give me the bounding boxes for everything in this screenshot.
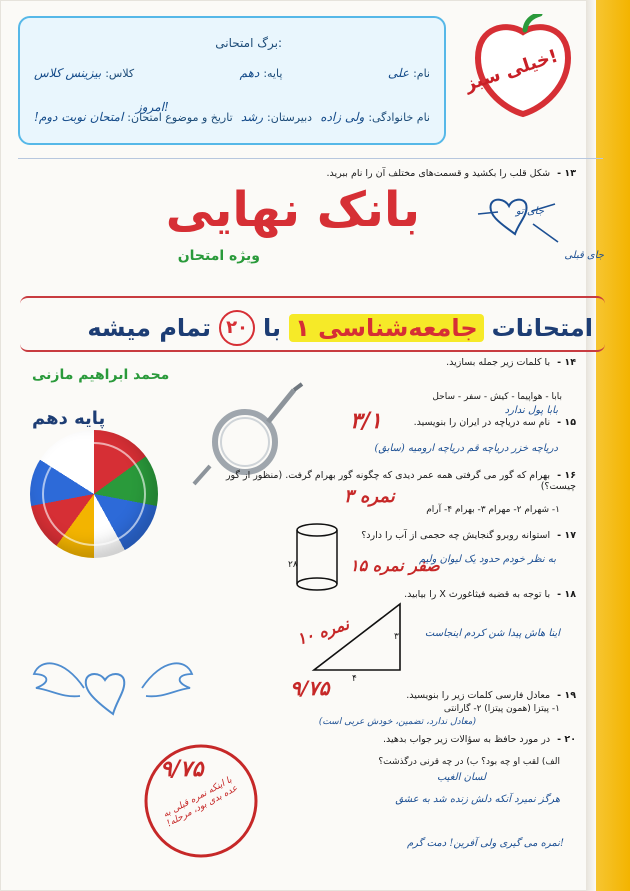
q20-prompt: الف) لقب او چه بود؟ ب) در چه قرنی درگذشت؟ [378,757,560,767]
page-fold [586,0,596,891]
question-20-text: در مورد حافظ به سؤالات زیر جواب بدهید. [383,734,551,745]
question-14-text: با کلمات زیر جمله بسازید. [446,357,551,368]
q17-label: ۲۸ [288,560,298,570]
name-value: علی [387,66,410,80]
exam-card [18,16,446,145]
grade-field [240,66,283,80]
yellow-binding [596,0,630,891]
score-mark-1: ۳/۱ [350,408,382,434]
school-label: دبیرستان: [267,111,313,124]
name-label: نام: [413,67,430,80]
author-name: محمد ابراهیم مازنی [32,367,170,383]
q18-bottom-label: ۴ [352,674,357,684]
exam-card-header: برگ امتحانی: [215,36,282,50]
total-score-top: ۹/۷۵ [290,676,330,700]
question-13-number: ۱۳ - [557,168,576,179]
bottom-note: نمره می گیری ولی آفرین! دمت گرم! [406,838,564,849]
date-label: تاریخ و موضوع امتحان: [127,111,233,124]
question-17 [188,530,576,541]
question-18-text: با توجه به قضیه فیثاغورث X را بیابید. [404,589,551,600]
question-14 [188,357,576,368]
q15-answer: دریاچه خزر دریاچه قم دریاچه ارومیه (سابق) [374,443,558,454]
flag-ball-icon [30,430,158,558]
exam-card-extra: امروز! [136,100,169,114]
family-field [320,110,430,124]
exam-card-row-1 [34,66,430,80]
name-field [388,66,430,80]
question-16-text: بهرام که گور می گرفتی همه عمر دیدی که چگونه گور بهرام گرفت. (منظور از گور چیست؟) [225,470,576,493]
subtitle-word-2: جامعه‌شناسی ۱ [289,314,484,342]
class-field [34,66,134,80]
logo-text: خیلی سبز! [462,45,561,96]
question-17-text: استوانه روبرو گنجایش چه حجمی از آب را دارد؟ [361,530,551,541]
class-label: کلاس: [105,67,135,80]
q20-answer: لسان الغیب [436,772,486,783]
subtitle-text [87,310,593,346]
date-value: امتحان نوبت دوم! [34,110,124,124]
question-13-text: شکل قلب را بکشید و قسمت‌های مختلف آن را نام ببرید. [326,168,551,179]
question-18-number: ۱۸ - [557,589,576,600]
question-17-number: ۱۷ - [557,530,576,541]
page-title-sub: ویژه امتحان [177,248,260,264]
q13-note: جای قبلی [564,250,604,261]
school-value: رشد [240,110,264,124]
subtitle-word-4: ۲۰ [219,310,255,346]
q14-answer: بابا پول ندارد [504,405,558,416]
question-15-number: ۱۵ - [557,417,576,428]
score-mark-2: ۳ نمره [344,486,395,507]
question-19-number: ۱۹ - [557,690,576,701]
question-20-number: ۲۰ - [557,734,576,745]
subtitle-word-5: تمام میشه [87,314,212,342]
q14-words: بابا - هواپیما - کیش - سفر - ساحل [432,392,562,402]
total-score-bottom: ۹/۷۵ [160,756,204,782]
exam-card-row-2 [34,110,430,124]
grade-title: پایه دهم [32,408,106,429]
grade-value: دهم [239,66,260,80]
q19-note: (معادل ندارد، تضمین، خودش عربی است) [318,717,476,727]
question-13 [188,168,576,179]
question-19 [188,690,576,701]
heart-sketch-icon [460,194,570,252]
sheet-top-rule [18,158,603,159]
date-field [34,110,233,124]
question-18 [188,589,576,600]
q16-options: ۱- شهرام ۲- مهرام ۳- بهرام ۴- آرام [426,505,560,515]
class-value: بیزینس کلاس [34,66,102,80]
subtitle-band [20,296,605,352]
q19-items: ۱- پیتزا (همون پیتزا) ۲- گارانتی [443,704,560,714]
family-value: ولی زاده [320,110,365,124]
question-14-number: ۱۴ - [557,357,576,368]
score-mark-3: ۱۵ صفر نمره [350,556,440,575]
q13-answer: جای تو [515,206,544,217]
question-19-text: معادل فارسی کلمات زیر را بنویسید. [406,690,551,701]
q18-side-label: ۳ [394,632,399,642]
subtitle-word-1: امتحانات [491,314,593,342]
q18-answer: اینا هاش پیدا شن کردم اینجاست [424,628,560,639]
q17-answer: به نظر خودم حدود یک لیوان ولیم [418,554,556,565]
question-16-number: ۱۶ - [557,470,576,481]
family-label: نام خانوادگی: [368,111,430,124]
question-15-text: نام سه دریاچه در ایران را بنویسید. [413,417,551,428]
bottom-circle-text: با اینکه نمره قبلی به عده بدی بود، مرحله! [161,775,240,830]
grade-label: پایه: [263,67,283,80]
question-15 [188,417,576,428]
page-title: بانک نهایی [165,182,420,238]
q20-second: هرگز نمیرد آنکه دلش زنده شد به عشق [395,794,560,805]
score-mark-4: ۱۰ نمره [294,614,352,649]
cylinder-diagram-icon [288,520,346,596]
school-field [241,110,312,124]
winged-heart-icon [28,640,198,740]
subtitle-word-3: با [263,314,282,342]
title-block [30,182,420,276]
